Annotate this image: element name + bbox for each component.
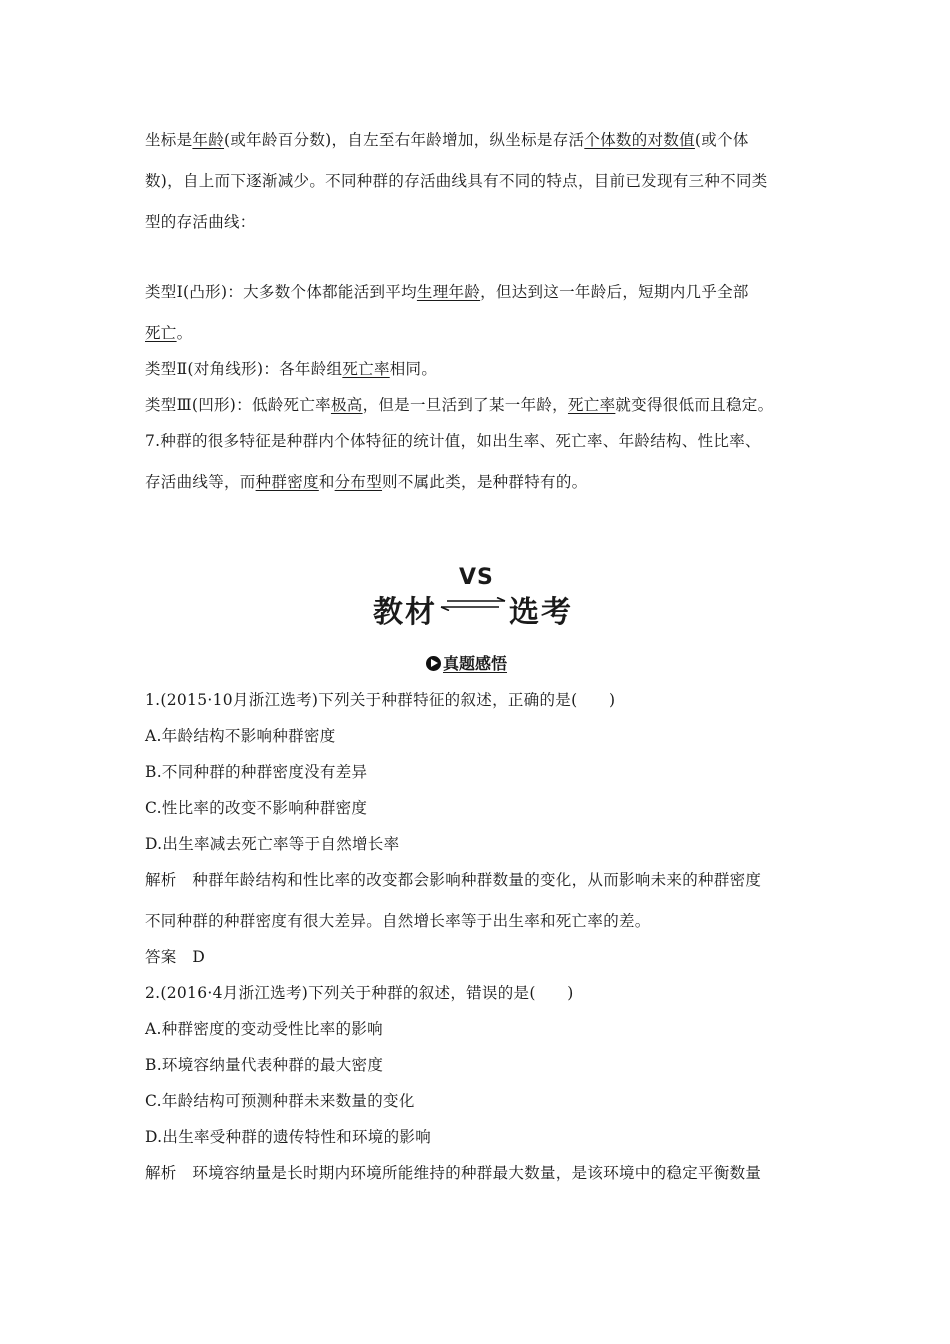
text-span: (或年龄百分数)，自左至右年龄增加，纵坐标是存活 (224, 131, 585, 149)
answer-line: 答案 D (145, 948, 206, 966)
point7-line: 7.种群的很多特征是种群内个体特征的统计值，如出生率、死亡率、年龄结构、性比率、 (145, 432, 761, 450)
analysis-line: 解析 种群年龄结构和性比率的改变都会影响种群数量的变化，从而影响未来的种群密度 (145, 871, 762, 889)
underlined-term: 生理年龄 (416, 283, 481, 301)
underlined-term: 死亡率 (567, 396, 616, 414)
option-b: B.环境容纳量代表种群的最大密度 (145, 1056, 384, 1074)
section-title-text: 真题感悟 (443, 654, 508, 673)
underlined-term: 种群密度 (255, 473, 319, 491)
paragraph-line: 型的存活曲线： (145, 213, 256, 231)
text-span: 类型Ⅲ(凹形)：低龄死亡率 (145, 396, 331, 414)
text-span: 类型Ⅱ(对角线形)：各年龄组 (145, 360, 343, 378)
point7-line (145, 470, 587, 492)
text-span: 相同。 (389, 360, 438, 378)
option-c: C.年龄结构可预测种群未来数量的变化 (145, 1092, 415, 1110)
underlined-term: 极高 (330, 396, 363, 414)
banner-left-text: 教材 (373, 595, 437, 630)
banner-vs-text: VS (459, 565, 494, 590)
section-title (426, 651, 507, 674)
text-span: 则不属此类，是种群特有的。 (382, 473, 588, 491)
paragraph-line: 数)，自上而下逐渐减少。不同种群的存活曲线具有不同的特点，目前已发现有三种不同类 (145, 172, 768, 190)
type1-line (145, 280, 749, 302)
underlined-term: 分布型 (334, 473, 383, 491)
option-b: B.不同种群的种群密度没有差异 (145, 763, 368, 781)
text-span: 就变得很低而且稳定。 (615, 396, 774, 414)
question-stem: 1.(2015·10月浙江选考)下列关于种群特征的叙述，正确的是( ) (145, 691, 616, 709)
option-d: D.出生率受种群的遗传特性和环境的影响 (145, 1128, 432, 1146)
underlined-term: 死亡 (145, 324, 177, 342)
section-banner (0, 565, 950, 635)
type3-line (145, 393, 773, 415)
underlined-term: 个体数的对数值 (584, 131, 695, 149)
analysis-line: 不同种群的种群密度有很大差异。自然增长率等于出生率和死亡率的差。 (145, 912, 651, 930)
type2-line (145, 357, 437, 379)
text-span: 类型Ⅰ(凸形)：大多数个体都能活到平均 (145, 283, 417, 301)
text-span: 和 (318, 473, 335, 491)
option-c: C.性比率的改变不影响种群密度 (145, 799, 368, 817)
banner-right-text: 选考 (509, 595, 573, 630)
text-span: (或个体 (694, 131, 749, 149)
analysis-line: 解析 环境容纳量是长时期内环境所能维持的种群最大数量，是该环境中的稳定平衡数量 (145, 1164, 762, 1182)
text-span: 。 (176, 324, 193, 342)
underlined-term: 死亡率 (342, 360, 390, 378)
underlined-term: 年龄 (192, 131, 225, 149)
question-stem: 2.(2016·4月浙江选考)下列关于种群的叙述，错误的是( ) (145, 984, 574, 1002)
option-d: D.出生率减去死亡率等于自然增长率 (145, 835, 400, 853)
double-arrow-icon (439, 597, 507, 611)
text-span: 存活曲线等，而 (145, 473, 256, 491)
play-circle-icon (426, 656, 441, 671)
option-a: A.年龄结构不影响种群密度 (145, 727, 336, 745)
text-span: ，但达到这一年龄后，短期内几乎全部 (480, 283, 749, 301)
text-span: ，但是一旦活到了某一年龄， (362, 396, 568, 414)
type1-line-cont (145, 321, 192, 343)
paragraph-line (145, 128, 749, 150)
text-span: 坐标是 (145, 131, 193, 149)
option-a: A.种群密度的变动受性比率的影响 (145, 1020, 383, 1038)
